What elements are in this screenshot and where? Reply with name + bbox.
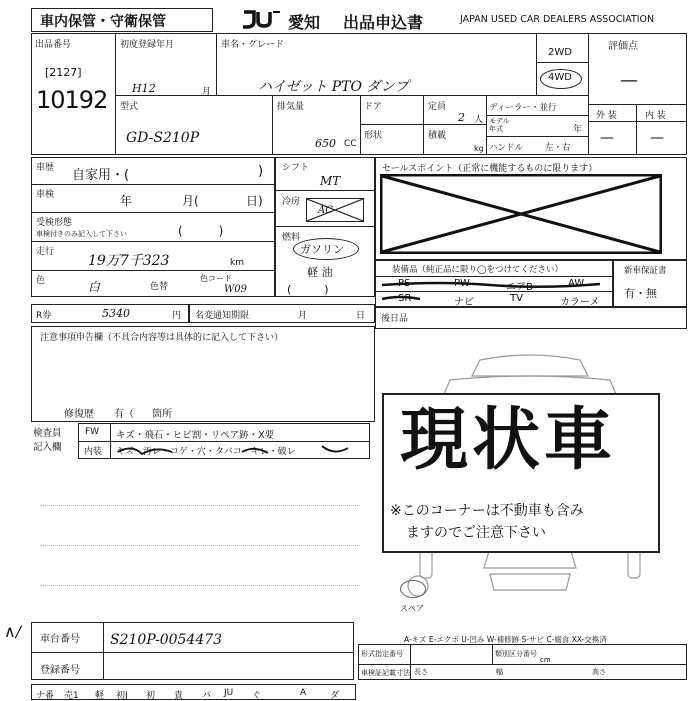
color-code-label: 色コード (200, 274, 232, 283)
footer-item: ぐ (252, 691, 262, 701)
warranty-label: 新車保証書 (624, 266, 667, 276)
rear-block (375, 307, 687, 329)
drive-2wd: 2WD (548, 47, 572, 58)
footer-item: 貴 (174, 691, 184, 701)
recycle-label: R券 (36, 311, 52, 321)
fuel-gasoline: ガソリン (300, 243, 344, 256)
inspection-form-paren: ( ) (178, 224, 224, 238)
condition-title: 現状車 (400, 401, 617, 480)
equipment-item: SR (398, 293, 412, 304)
color-code-value: W09 (224, 284, 248, 295)
footer-item: パ (202, 691, 212, 701)
inspector-interior-text: キズ・汚レ・コゲ・穴・タバコ・キレ・破レ (116, 447, 296, 457)
chassis-label: 車台番号 (40, 634, 80, 645)
capacity-value: 2 (458, 111, 465, 124)
capacity-unit: 人 (474, 115, 484, 125)
shape-label: 形状 (364, 131, 383, 141)
spare-label: スペア (400, 604, 424, 613)
color-change-label: 色替 (150, 282, 169, 292)
fuel-label: 燃料 (282, 233, 301, 243)
name-change-label: 名変通知期限 (195, 311, 250, 321)
registration-month-suffix: 月 (202, 87, 212, 97)
type-approval-label: 形式指定番号 (361, 650, 403, 658)
model-value: GD-S210P (126, 130, 200, 146)
inspection-form-label: 受検形態 (36, 218, 73, 228)
capacity-label: 定員 (428, 102, 447, 112)
class-label: 類別区分番号 (495, 650, 537, 658)
evaluation-value: — (620, 70, 638, 91)
condition-note-1: ※このコーナーは不動車も含み (390, 503, 584, 519)
footer-item: A (300, 688, 307, 698)
name-change-month: 月 (298, 311, 308, 321)
equipment-item: PS (398, 278, 411, 289)
doors-label: ドア (364, 102, 382, 112)
displacement-label: 排気量 (277, 102, 305, 112)
load-unit: kg (474, 144, 484, 153)
handle-label: ハンドル (489, 143, 524, 153)
interior-label: 内 装 (645, 111, 666, 121)
inspection-form-note: 車検付きのみ記入して下さい (36, 230, 127, 238)
unit-cm: cm (540, 656, 551, 664)
mileage-unit: km (230, 258, 244, 268)
fw-label: FW (85, 427, 100, 437)
equipment-item: エアB (506, 282, 533, 293)
ju-logo (240, 9, 284, 29)
shift-label: シフト (282, 163, 310, 173)
inspector-interior-label: 内装 (84, 447, 103, 457)
recycle-value: 5340 (102, 307, 130, 320)
equipment-item: PW (454, 278, 470, 289)
storage-note: 車内保管・守衛保管 (40, 14, 166, 30)
cooling-label: 冷房 (282, 197, 301, 207)
fuel-paren: ( ) (287, 283, 329, 296)
handwritten-mark: ∧∕ (4, 622, 22, 641)
inspection-year: 年 (120, 194, 133, 208)
damage-legend: A-キズ E-エクボ U-凹み W-補修跡 S-サビ C-腐食 XX-交換済 (404, 635, 607, 644)
footer-item: 初 (146, 691, 156, 701)
cooling-value: AC (318, 205, 333, 216)
equipment-item: カラーメ (560, 297, 600, 308)
interior-scribble (112, 442, 362, 458)
fw-text: キズ・飛石・ヒビ割・リペア跡・X要 (116, 430, 275, 441)
cooling-box (306, 198, 364, 222)
length-label: 長さ (414, 668, 428, 676)
notes-label: 注意事項申告欄（不具合内容等は具体的に記入して下さい） (40, 333, 284, 343)
load-label: 積載 (428, 131, 447, 141)
repair-place: 箇所 (152, 409, 172, 420)
lot-small-number: [2127] (45, 66, 82, 79)
equipment-label: 装備品（純正品に限り◯をつけてください） (392, 265, 564, 275)
shift-value: MT (320, 174, 341, 188)
footer-item: JU (224, 688, 234, 698)
lot-label: 出品番号 (35, 40, 72, 50)
name-change-day: 日 (356, 311, 366, 321)
equipment-item: ナビ (454, 297, 474, 308)
equipment-scribble (380, 277, 602, 305)
selling-points-crossout (380, 174, 662, 254)
form-title: 出品申込書 (343, 13, 424, 32)
drive-4wd: 4WD (548, 72, 572, 83)
repair-label: 修復歴 (64, 409, 94, 420)
footer-item: 初J (116, 691, 128, 701)
displacement-value: 650 (315, 137, 336, 150)
car-name-value: ハイゼット PTO ダンプ (258, 79, 409, 95)
color-value: 白 (88, 280, 101, 294)
equipment-item: TV (510, 293, 523, 304)
spare-icon (400, 580, 426, 598)
chassis-value: S210P-0054473 (110, 632, 223, 648)
lot-number: 10192 (36, 86, 108, 114)
plate-label: 登録番号 (40, 665, 80, 676)
condition-note-2: ますのでご注意下さい (406, 525, 546, 541)
model-label: 型式 (120, 102, 139, 112)
interior-value: — (650, 130, 664, 146)
footer-item: ナ番 (36, 691, 55, 701)
evaluation-label: 評価点 (608, 41, 638, 52)
inspection-label: 車検 (36, 190, 55, 200)
car-name-label: 車名・グレード (221, 40, 285, 50)
exterior-label: 外 装 (596, 111, 617, 121)
registration-label: 初度登録年月 (120, 40, 175, 50)
exterior-value: — (600, 130, 614, 146)
mileage-value: 19万7千323 (88, 253, 170, 269)
recycle-unit: 円 (172, 311, 182, 321)
height-label: 高さ (592, 668, 606, 676)
footer-item: ダ (330, 691, 340, 701)
warranty-options: 有・無 (624, 287, 657, 300)
equipment-item: AW (568, 278, 585, 289)
inspection-month: 月( (182, 194, 199, 208)
cert-label: 車検証記載寸法 (361, 669, 410, 677)
color-label: 色 (36, 276, 46, 286)
handle-options: 左・右 (545, 143, 571, 153)
inspection-day: 日) (246, 194, 263, 208)
registration-value: H12 (132, 82, 156, 95)
history-label: 車歴 (36, 163, 55, 173)
rear-label: 後日品 (381, 314, 409, 324)
year-suffix: 年 (573, 125, 583, 135)
dealer-label: ディーラー・並行 (489, 103, 557, 113)
fuel-diesel: 軽 油 (307, 266, 333, 279)
logo-region: 愛知 (288, 13, 321, 32)
width-label: 幅 (496, 668, 503, 676)
selling-points-label: セールスポイント（正常に機能するものに限ります） (382, 164, 598, 174)
repair-value: 有（ (114, 409, 134, 420)
history-close: ) (258, 164, 264, 179)
footer-item: 軽 (95, 691, 105, 701)
history-value: 自家用・( (72, 168, 130, 183)
inspector-label: 検査員 記入欄 (33, 428, 62, 453)
footer-row (31, 684, 356, 700)
association-name: JAPAN USED CAR DEALERS ASSOCIATION (460, 14, 655, 25)
mileage-label: 走行 (36, 247, 55, 257)
footer-item: 売1 (64, 691, 79, 701)
model-year-label: モデル 年式 (489, 117, 510, 133)
displacement-unit: CC (344, 139, 357, 149)
